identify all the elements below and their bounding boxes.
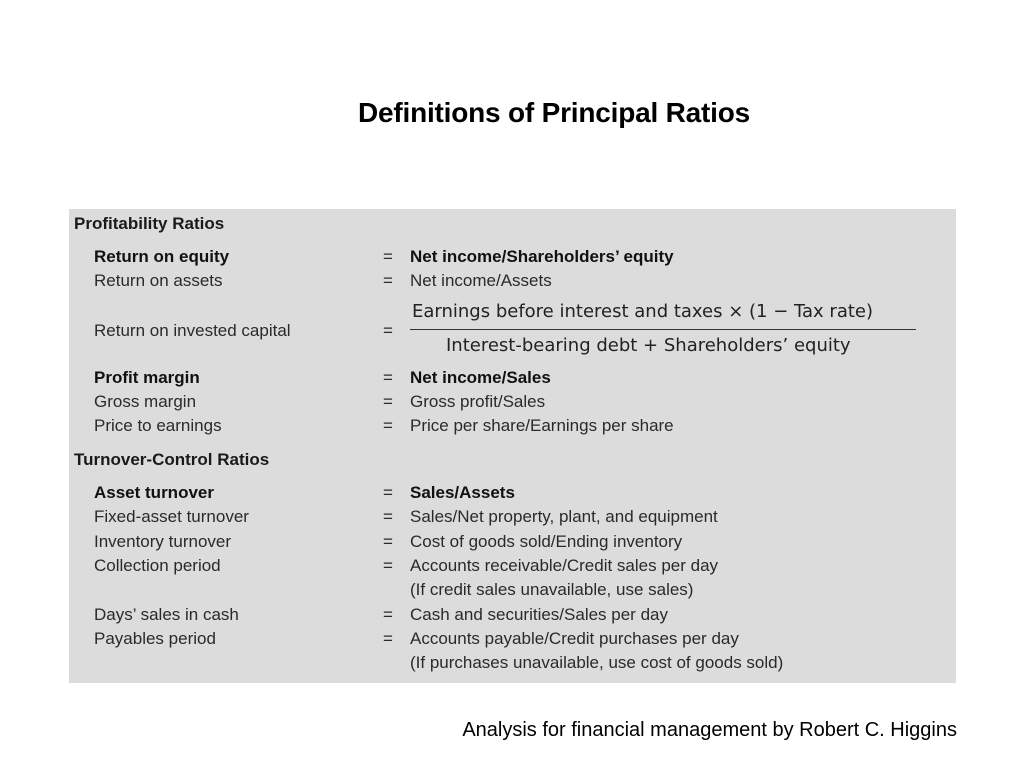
- ratio-label: Return on invested capital: [94, 321, 291, 340]
- profitability-heading: Profitability Ratios: [74, 214, 225, 233]
- equals-sign: =: [383, 629, 393, 648]
- ratio-label: Fixed-asset turnover: [94, 507, 249, 526]
- equals-sign: =: [383, 532, 393, 551]
- ratio-definition: Sales/Assets: [410, 483, 515, 502]
- equals-sign: =: [383, 416, 393, 435]
- fraction-denominator: Interest-bearing debt + Shareholders’ equity: [446, 335, 851, 356]
- equals-sign: =: [383, 605, 393, 624]
- table-row: [69, 245, 956, 269]
- ratio-definition: Cost of goods sold/Ending inventory: [410, 532, 683, 551]
- table-row: [69, 390, 956, 414]
- ratio-label: Asset turnover: [94, 483, 214, 502]
- equals-sign: =: [383, 321, 393, 340]
- ratio-definition: Net income/Sales: [410, 368, 551, 387]
- equals-sign: =: [383, 483, 393, 502]
- equals-sign: =: [383, 392, 393, 411]
- ratio-definition: Accounts receivable/Credit sales per day: [410, 556, 719, 575]
- table-row: [69, 603, 956, 627]
- ratio-label: Profit margin: [94, 368, 200, 387]
- equals-sign: =: [383, 271, 393, 290]
- equals-sign: =: [383, 247, 393, 266]
- table-row-note: [69, 578, 956, 602]
- table-row: [69, 554, 956, 578]
- fraction-numerator: Earnings before interest and taxes × (1 − Tax rate): [412, 301, 874, 322]
- table-row: [69, 530, 956, 554]
- equals-sign: =: [383, 368, 393, 387]
- ratio-label: Return on assets: [94, 271, 223, 290]
- ratio-label: Collection period: [94, 556, 221, 575]
- ratio-label: Gross margin: [94, 392, 197, 411]
- ratio-definition: Gross profit/Sales: [410, 392, 546, 411]
- ratio-definition: Accounts payable/Credit purchases per day: [410, 629, 739, 648]
- table-row: [69, 366, 956, 390]
- ratio-definition: Net income/Assets: [410, 271, 552, 290]
- ratio-definition: Net income/Shareholders’ equity: [410, 247, 674, 266]
- table-row: [69, 627, 956, 651]
- ratio-definition: Price per share/Earnings per share: [410, 416, 674, 435]
- table-row: [69, 414, 956, 438]
- table-row: [69, 481, 956, 505]
- ratio-label: Return on equity: [94, 247, 230, 266]
- ratio-note: (If purchases unavailable, use cost of goods sold): [410, 653, 784, 672]
- table-row: [69, 269, 956, 293]
- equals-sign: =: [383, 556, 393, 575]
- table-row-note: [69, 651, 956, 675]
- ratio-label: Inventory turnover: [94, 532, 232, 551]
- ratio-label: Days’ sales in cash: [94, 605, 239, 624]
- ratio-label: Price to earnings: [94, 416, 222, 435]
- ratio-note: (If credit sales unavailable, use sales): [410, 580, 694, 599]
- source-caption: Analysis for financial management by Robert C. Higgins: [462, 719, 957, 741]
- ratio-definition: Cash and securities/Sales per day: [410, 605, 668, 624]
- fraction-bar: [410, 329, 916, 330]
- ratio-label: Payables period: [94, 629, 216, 648]
- table-row: [69, 505, 956, 529]
- equals-sign: =: [383, 507, 393, 526]
- slide-title: Definitions of Principal Ratios: [357, 97, 751, 128]
- turnover-heading: Turnover-Control Ratios: [74, 450, 270, 469]
- ratio-definition: Sales/Net property, plant, and equipment: [410, 507, 718, 526]
- ratio-definitions-table: [69, 209, 956, 683]
